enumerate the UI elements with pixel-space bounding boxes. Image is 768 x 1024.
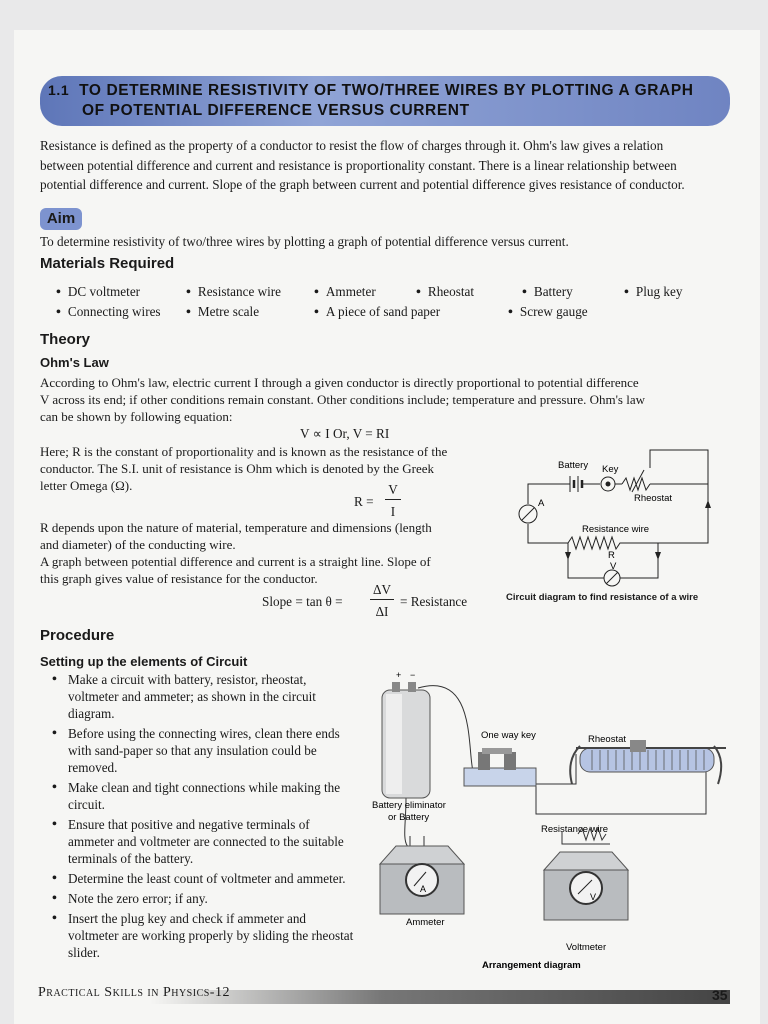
- wire: [536, 768, 598, 814]
- current-arrow: [655, 552, 661, 560]
- circuit-label-rheostat: Rheostat: [634, 493, 673, 504]
- material-item: • Connecting wires: [56, 302, 161, 323]
- title-line1: TO DETERMINE RESISTIVITY OF TWO/THREE WIRES BY PLOTTING A GRAPH: [79, 82, 694, 99]
- page-number: 35: [712, 987, 728, 1003]
- procedure-steps: [40, 671, 358, 964]
- current-arrow: [705, 500, 711, 508]
- materials-row-2: [56, 302, 746, 322]
- key-plug: [482, 748, 512, 754]
- label-or-battery: or Battery: [388, 812, 430, 823]
- text-line: According to Ohm's law, electric current I through a given conductor is directly proportional to potential difference: [40, 375, 639, 390]
- label-one-way-key: One way key: [481, 730, 536, 741]
- material-item: • Screw gauge: [508, 302, 588, 323]
- arrangement-caption: Arrangement diagram: [482, 960, 581, 971]
- theory-paragraph-1: [40, 374, 740, 425]
- one-way-key-base: [464, 768, 536, 786]
- key-terminal: [504, 752, 516, 770]
- circuit-label-resistance-wire: Resistance wire: [582, 524, 650, 535]
- ammeter-dial-symbol: A: [420, 884, 427, 894]
- intro-line: potential difference and current. Slope of the graph between current and potential difference gives resistance of conductor.: [40, 177, 685, 192]
- rheostat-stand: [714, 746, 721, 784]
- circuit-label-v: V: [610, 561, 617, 572]
- text-line: can be shown by following equation:: [40, 409, 233, 424]
- circuit-label-r: R: [608, 550, 615, 561]
- aim-text: To determine resistivity of two/three wires by plotting a graph of potential difference versus current.: [40, 234, 569, 249]
- key-terminal: [478, 752, 490, 770]
- text-line: letter Omega (Ω).: [40, 478, 133, 493]
- slope-equation-lhs: Slope = tan θ =: [262, 594, 343, 609]
- circuit-diagram: [508, 448, 740, 588]
- procedure-step: • Make a circuit with battery, resistor, rheostat, voltmeter and ammeter; as shown in the circuit diagram.: [40, 671, 358, 722]
- resistance-equation-denominator: I: [390, 504, 396, 519]
- resistance-wire-zigzag: [568, 537, 624, 549]
- wire: [528, 484, 566, 504]
- label-voltmeter: Voltmeter: [566, 942, 607, 953]
- material-item: • Rheostat: [416, 282, 474, 303]
- wire: [568, 543, 604, 578]
- title-number: 1.1: [48, 82, 70, 98]
- intro-line: Resistance is defined as the property of a conductor to resist the flow of charges through it. Ohm's law gives a relation: [40, 138, 664, 153]
- text-line: A graph between potential difference and current is a straight line. Slope of: [40, 554, 431, 569]
- slope-equation-rhs: = Resistance: [400, 594, 468, 609]
- text-line: Here; R is the constant of proportionality and is known as the resistance of the: [40, 444, 448, 459]
- material-item: • Ammeter: [314, 282, 376, 303]
- aim-label: Aim: [40, 208, 82, 230]
- slope-numerator: ΔV: [372, 582, 391, 597]
- theory-paragraph-3: [40, 519, 510, 587]
- ohms-law-heading: Ohm's Law: [40, 355, 109, 370]
- theory-heading: Theory: [40, 331, 91, 348]
- footer-bar: [150, 990, 730, 1004]
- voltmeter-dial-symbol: V: [590, 892, 597, 902]
- battery-terminal: [408, 682, 416, 692]
- procedure-step: • Ensure that positive and negative terminals of ammeter and voltmeter are connected to the suitable terminals of the battery.: [40, 816, 358, 867]
- fraction-bar: [370, 599, 394, 600]
- material-item: • A piece of sand paper: [314, 302, 440, 323]
- rheostat-stand: [570, 746, 580, 784]
- circuit-caption: Circuit diagram to find resistance of a wire: [506, 592, 699, 603]
- resistance-equation-numerator: V: [388, 482, 398, 497]
- fraction-bar: [385, 499, 401, 500]
- intro-paragraph: [40, 136, 740, 195]
- intro-line: between potential difference and current and resistance is proportionality constant. There is a linear relationship between: [40, 157, 677, 173]
- rheostat-slider: [630, 740, 646, 752]
- svg-text:+: +: [396, 670, 402, 680]
- procedure-step: • Determine the least count of voltmeter and ammeter.: [40, 870, 358, 887]
- arrangement-diagram: [366, 668, 736, 974]
- label-ammeter: Ammeter: [406, 917, 445, 928]
- text-line: V across its end; if other conditions remain constant. Other conditions include; temperature and pressure. Ohm's law: [40, 392, 646, 407]
- wire: [620, 543, 658, 578]
- text-line: this graph gives value of resistance for the conductor.: [40, 571, 318, 586]
- label-resistance-wire: Resistance wire: [541, 824, 609, 835]
- svg-text:−: −: [410, 670, 416, 680]
- title-line2: OF POTENTIAL DIFFERENCE VERSUS CURRENT: [82, 102, 470, 119]
- setting-up-heading: Setting up the elements of Circuit: [40, 654, 248, 669]
- procedure-step: • Insert the plug key and check if ammeter and voltmeter are working properly by sliding the rheostat slider.: [40, 910, 358, 961]
- material-item: • Resistance wire: [186, 282, 281, 303]
- wire: [528, 524, 568, 543]
- slope-denominator: ΔI: [375, 604, 389, 619]
- battery-terminal: [392, 682, 400, 692]
- page-title: [48, 80, 728, 121]
- procedure-step: • Make clean and tight connections while making the circuit.: [40, 779, 358, 813]
- circuit-label-battery: Battery: [558, 460, 589, 471]
- circuit-label-a: A: [538, 498, 545, 509]
- text-line: R depends upon the nature of material, temperature and dimensions (length: [40, 520, 432, 535]
- procedure-heading: Procedure: [40, 627, 115, 644]
- voltmeter-dial: [570, 872, 602, 904]
- material-item: • Battery: [522, 282, 573, 303]
- theory-paragraph-2: [40, 443, 510, 494]
- material-item: • DC voltmeter: [56, 282, 140, 303]
- resistance-equation-lhs: R =: [354, 494, 374, 509]
- ohms-law-equation: V ∝ I Or, V = RI: [300, 426, 390, 441]
- procedure-step: • Note the zero error; if any.: [40, 890, 358, 907]
- circuit-label-key: Key: [602, 464, 619, 475]
- current-arrow: [565, 552, 571, 560]
- label-rheostat: Rheostat: [588, 734, 627, 745]
- text-line: and diameter) of the conducting wire.: [40, 537, 236, 552]
- text-line: conductor. The S.I. unit of resistance is Ohm which is denoted by the Greek: [40, 461, 435, 476]
- procedure-step: • Before using the connecting wires, clean there ends with sand-paper so that any insulation could be removed.: [40, 725, 358, 776]
- materials-heading: Materials Required: [40, 255, 175, 272]
- material-item: • Metre scale: [186, 302, 259, 323]
- materials-row-1: [56, 282, 746, 302]
- label-battery-eliminator: Battery eliminator: [372, 800, 446, 811]
- material-item: • Plug key: [624, 282, 682, 303]
- footer-book-title: Practical Skills in Physics-12: [38, 985, 230, 1000]
